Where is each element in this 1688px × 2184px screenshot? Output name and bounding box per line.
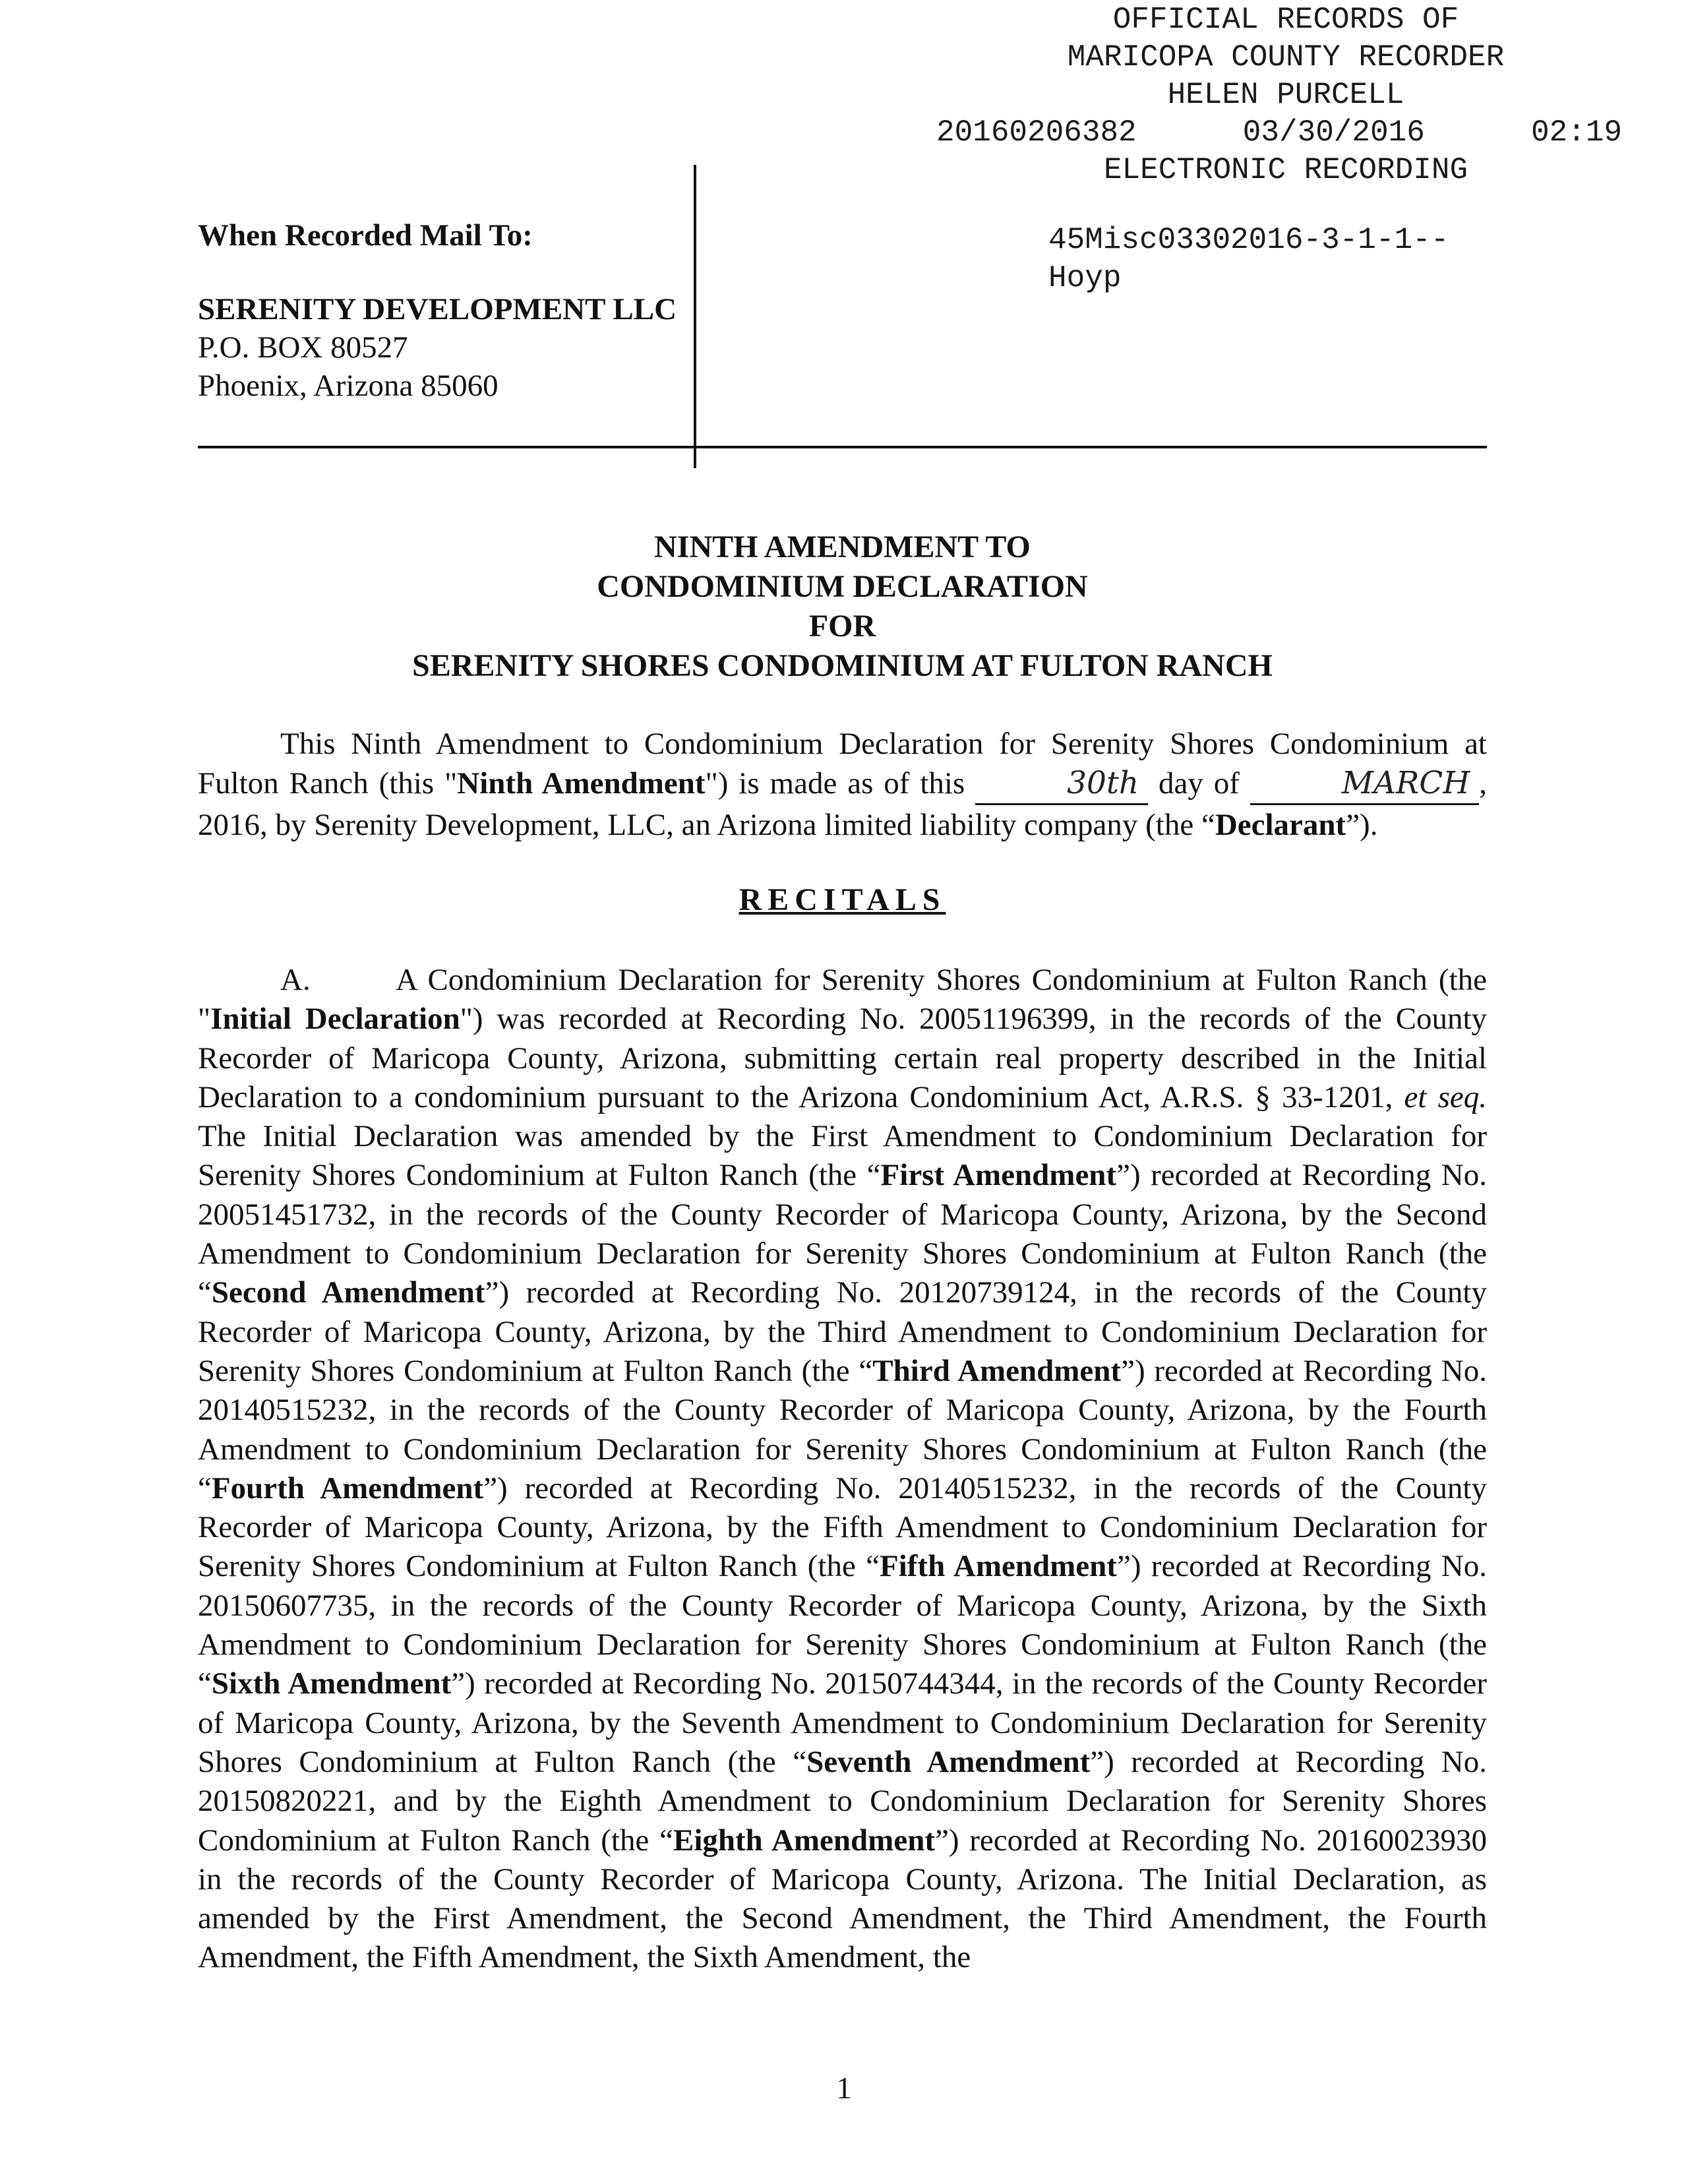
- document-title: [198, 528, 1487, 686]
- recitals-heading: RECITALS: [738, 882, 946, 917]
- preamble-text: ") is made as of this: [705, 766, 976, 801]
- defined-term: Initial Declaration: [210, 1002, 460, 1037]
- defined-term: First Amendment: [880, 1158, 1117, 1193]
- recital-text: ”) recorded at Recording No. 20051451732, in the records of the County Recorder of Maricopa County, Arizona, by the Second Amendment to Condominium Declaration for Serenity Shores Condominium at Fulton Ranch (the “: [198, 1158, 1488, 1310]
- handwritten-day: 30th: [975, 764, 1148, 805]
- stamp-number-line: [936, 114, 1622, 152]
- title-line1: NINTH AMENDMENT TO: [654, 530, 1031, 564]
- preamble-text: This Ninth Amendment to Condominium Declaration for Serenity Shores Condominium at Fulton Ranch (this ": [198, 727, 1487, 801]
- header-vertical-divider: [694, 165, 696, 468]
- handwritten-month: MARCH: [1250, 764, 1479, 805]
- mail-to-address-line1: P.O. BOX 80527: [198, 330, 408, 365]
- stamp-time: 02:19: [1530, 115, 1622, 150]
- recital-letter: A.: [280, 963, 311, 997]
- defined-term-ninth-amendment: Ninth Amendment: [457, 766, 706, 801]
- recital-text: A Condominium Declaration for Serenity Shores Condominium at Fulton Ranch (the ": [198, 963, 1487, 1037]
- defined-term-declarant: Declarant: [1215, 808, 1346, 842]
- page-number: 1: [836, 2071, 852, 2106]
- header-horizontal-divider: [198, 446, 1487, 448]
- mail-to-block: [198, 216, 686, 405]
- defined-term: Fourth Amendment: [211, 1471, 484, 1505]
- recital-text: ”) recorded at Recording No. 20150820221, and by the Eighth Amendment to Condominium Declaration for Serenity Shores Condominium at Fulton Ranch (the “: [198, 1744, 1487, 1858]
- mail-to-address-line2: Phoenix, Arizona 85060: [198, 369, 498, 403]
- defined-term: Second Amendment: [211, 1275, 485, 1310]
- stamp-fee-number: 20160206382: [936, 115, 1137, 150]
- preamble-text: , 2016, by Serenity Development, LLC, an Arizona limited liability company (the “: [198, 766, 1487, 842]
- defined-term: Sixth Amendment: [211, 1666, 452, 1701]
- defined-term: Fifth Amendment: [880, 1549, 1117, 1584]
- stamp-date: 03/30/2016: [1242, 115, 1425, 150]
- stamp-line-recorder-name: HELEN PURCELL: [1167, 78, 1404, 112]
- recital-text: ”) recorded at Recording No. 20160023930 in the records of the County Recorder of Maricopa County, Arizona. The Initial Declaration, as amended by the First Amendment, the Second Amendment, the Third Amendment, the Fourth Amendment, the Fifth Amendment, the Sixth Amendment, the: [198, 1823, 1487, 1975]
- recital-text: ”) recorded at Recording No. 20150744344, in the records of the County Recorder of Maricopa County, Arizona, by the Seventh Amendment to Condominium Declaration for Serenity Shores Condominium at Fulton Ranch (the “: [198, 1666, 1487, 1779]
- document-code-line2: Hoyp: [1048, 261, 1122, 295]
- recital-text: ”) recorded at Recording No. 20140515232, in the records of the County Recorder of Maricopa County, Arizona, by the Fourth Amendment to Condominium Declaration for Serenity Shores Condominium at Fulton Ranch (the “: [198, 1353, 1487, 1505]
- preamble-text: day of: [1148, 766, 1250, 801]
- preamble-paragraph: [198, 724, 1487, 845]
- title-line4: SERENITY SHORES CONDOMINIUM AT FULTON RANCH: [412, 648, 1273, 683]
- mail-to-name: SERENITY DEVELOPMENT LLC: [198, 292, 677, 326]
- title-line3: FOR: [808, 609, 876, 644]
- preamble-text: ”).: [1346, 808, 1378, 842]
- title-line2: CONDOMINIUM DECLARATION: [597, 569, 1088, 604]
- document-code-line1: 45Misc03302016-3-1-1--: [1048, 223, 1449, 257]
- document-code: [1048, 221, 1449, 297]
- italic-term: et seq.: [1404, 1079, 1487, 1114]
- mail-to-label: When Recorded Mail To:: [198, 218, 533, 253]
- recital-text: ") was recorded at Recording No. 20051196399, in the records of the County Recorder of Maricopa County, Arizona, submitting certain real property described in the Initial Declaration to a condominium pursuant to the Arizona Condominium Act, A.R.S. § 33-1201,: [198, 1002, 1487, 1114]
- recital-text: The Initial Declaration was amended by the First Amendment to Condominium Declaration for Serenity Shores Condominium at Fulton Ranch (the “: [198, 1119, 1487, 1193]
- recital-text: ”) recorded at Recording No. 20120739124, in the records of the County Recorder of Maricopa County, Arizona, by the Third Amendment to Condominium Declaration for Serenity Shores Condominium at Fulton Ranch (the “: [198, 1275, 1487, 1388]
- stamp-line-county-recorder: MARICOPA COUNTY RECORDER: [1067, 40, 1505, 75]
- defined-term: Eighth Amendment: [673, 1823, 935, 1858]
- stamp-line-official-records: OFFICIAL RECORDS OF: [1112, 3, 1459, 37]
- recital-text: ”) recorded at Recording No. 20150607735, in the records of the County Recorder of Maricopa County, Arizona, by the Sixth Amendment to Condominium Declaration for Serenity Shores Condominium at Fulton Ranch (the “: [198, 1549, 1487, 1701]
- stamp-line-electronic-recording: ELECTRONIC RECORDING: [1103, 153, 1468, 187]
- defined-term: Seventh Amendment: [806, 1744, 1091, 1779]
- recital-a-paragraph: [198, 961, 1487, 1978]
- recital-text: ”) recorded at Recording No. 20140515232, in the records of the County Recorder of Maricopa County, Arizona, by the Fifth Amendment to Condominium Declaration for Serenity Shores Condominium at Fulton Ranch (the “: [198, 1471, 1487, 1584]
- defined-term: Third Amendment: [872, 1353, 1122, 1388]
- recording-stamp: [936, 1, 1675, 189]
